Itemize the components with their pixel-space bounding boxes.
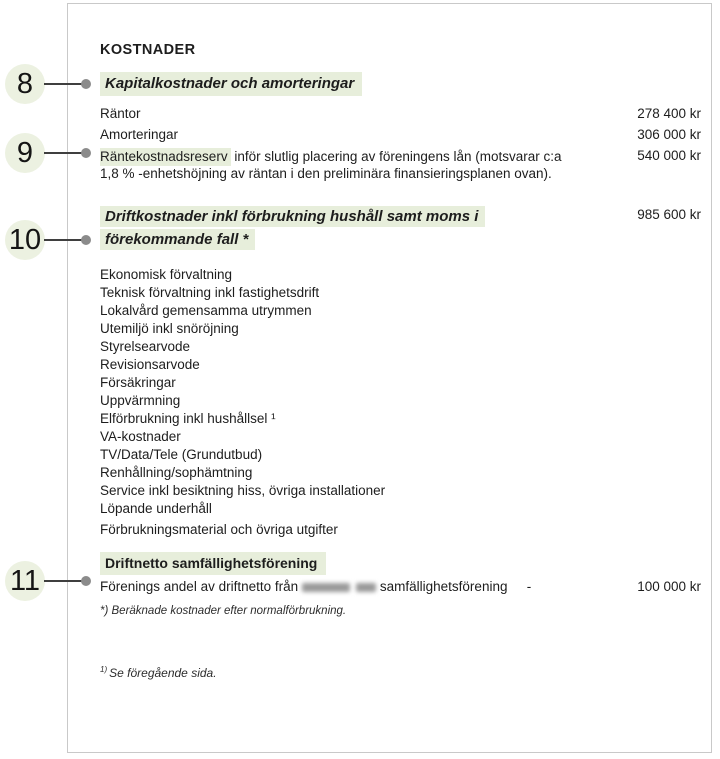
row-label-line1: Förenings andel av driftnetto från	[100, 579, 299, 594]
table-row	[100, 127, 701, 142]
table-row-reserve	[100, 148, 701, 182]
list-item: Löpande underhåll	[100, 501, 212, 516]
page-title: KOSTNADER	[100, 42, 196, 58]
callout-dot-icon	[81, 235, 91, 245]
row-label: Räntor	[100, 106, 141, 121]
footnote-text: Se föregående sida.	[109, 665, 217, 680]
row-label: Amorteringar	[100, 127, 179, 142]
list-item: Teknisk förvaltning inkl fastighetsdrift	[100, 285, 320, 300]
list-item: Elförbrukning inkl hushållsel ¹	[100, 411, 276, 426]
highlighted-heading-text: Driftkostnader inkl förbrukning hushåll samt moms i förekommande fall *	[100, 206, 485, 250]
list-item: Revisionsarvode	[100, 357, 200, 372]
cost-item-list	[100, 266, 701, 539]
row-label	[100, 578, 508, 596]
callout-number-badge: 8	[5, 64, 45, 104]
callout-number-badge: 9	[5, 133, 45, 173]
list-item: VA-kostnader	[100, 429, 181, 444]
callout-number-badge: 10	[5, 220, 45, 260]
row-dash: -	[526, 579, 532, 594]
callout-11	[5, 561, 92, 601]
callout-line	[44, 152, 86, 154]
footnote-star: *) Beräknade kostnader efter normalförbrukning.	[100, 604, 347, 617]
list-item: Uppvärmning	[100, 393, 181, 408]
row-label-line2: samfällighetsförening	[379, 579, 508, 594]
callout-9	[5, 133, 92, 173]
section-heading-driftnetto	[100, 555, 701, 571]
row-label-rest: inför slutlig placering av föreningens lån (motsvarar c:a 1,8 % -enhetshöjning av räntan i den preliminära finansieringsplanen ovan).	[100, 149, 562, 181]
document-page	[67, 3, 712, 753]
redacted-association-name	[302, 579, 376, 596]
table-row-driftnetto	[100, 578, 701, 596]
highlighted-heading-text: Driftnetto samfällighetsförening	[100, 552, 326, 575]
list-item: TV/Data/Tele (Grundutbud)	[100, 447, 263, 462]
callout-10	[5, 220, 92, 260]
section-heading-capital	[100, 75, 701, 92]
list-item: Styrelsearvode	[100, 339, 191, 354]
heading-text-wrap	[100, 205, 512, 251]
callout-line	[44, 580, 86, 582]
row-value: 100 000 kr	[637, 579, 701, 594]
section-heading-operating	[100, 205, 701, 251]
list-item: Förbrukningsmaterial och övriga utgifter	[100, 522, 338, 537]
callout-line	[44, 83, 86, 85]
footnote-superscript: 1)	[100, 664, 108, 674]
list-item: Försäkringar	[100, 375, 176, 390]
page-content	[68, 42, 711, 680]
row-label	[100, 148, 582, 182]
list-item: Lokalvård gemensamma utrymmen	[100, 303, 312, 318]
list-item: Utemiljö inkl snöröjning	[100, 321, 239, 336]
callout-dot-icon	[81, 79, 91, 89]
highlighted-word: Räntekostnadsreserv	[100, 148, 231, 166]
list-item: Ekonomisk förvaltning	[100, 267, 233, 282]
callout-number-badge: 11	[5, 561, 45, 601]
list-item: Renhållning/sophämtning	[100, 465, 253, 480]
row-value: 540 000 kr	[637, 148, 701, 163]
section-value: 985 600 kr	[637, 207, 701, 222]
callout-dot-icon	[81, 576, 91, 586]
callout-line	[44, 239, 86, 241]
callout-8	[5, 64, 92, 104]
capital-rows	[100, 106, 701, 182]
list-item: Service inkl besiktning hiss, övriga installationer	[100, 483, 386, 498]
callout-dot-icon	[81, 148, 91, 158]
footnote-previous-page	[100, 665, 701, 680]
table-row	[100, 106, 701, 121]
row-value: 306 000 kr	[637, 127, 701, 142]
highlighted-heading-text: Kapitalkostnader och amorteringar	[100, 72, 362, 96]
row-value: 278 400 kr	[637, 106, 701, 121]
